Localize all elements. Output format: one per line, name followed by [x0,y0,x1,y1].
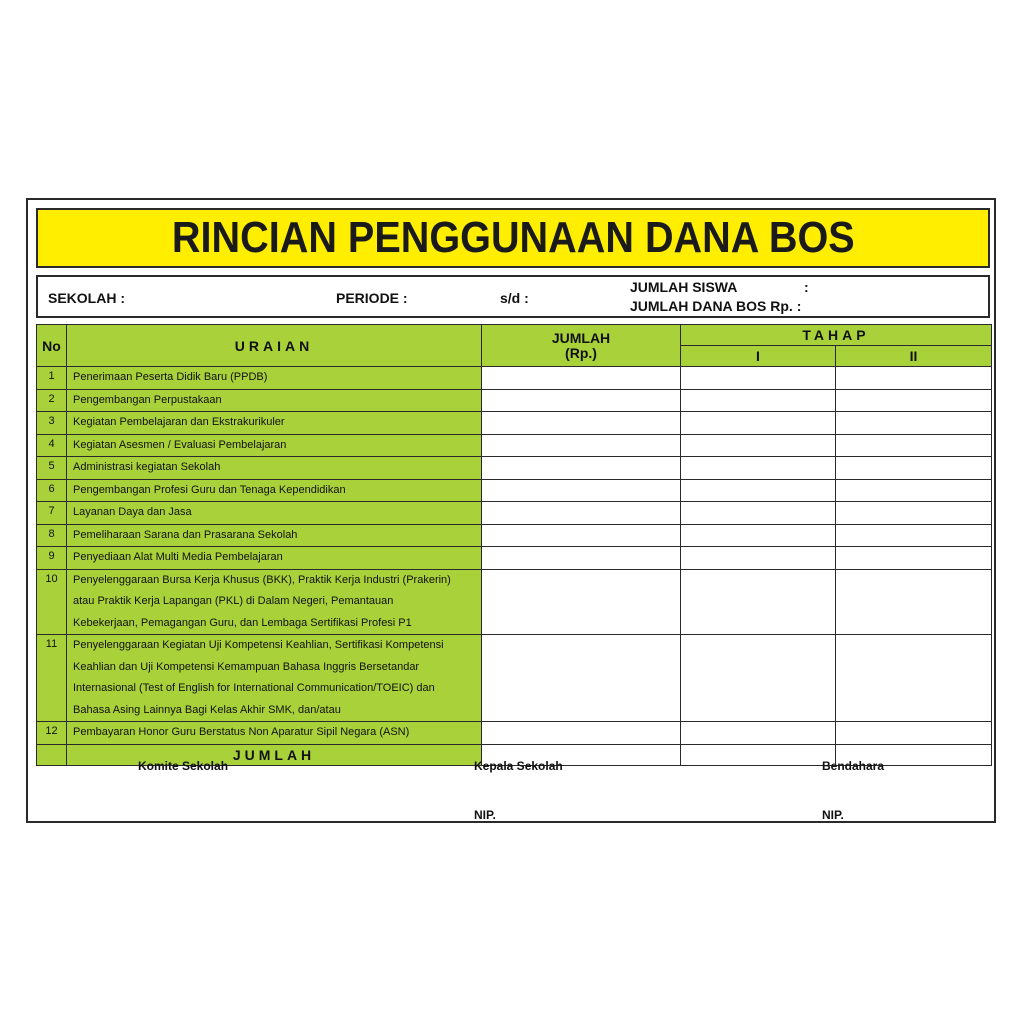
total-tahap-1-cell[interactable] [681,744,836,765]
row-uraian [67,479,482,502]
table-row [37,547,992,570]
row-number: 6 [37,479,67,502]
uraian-line: Kegiatan Pembelajaran dan Ekstrakurikuler [73,416,285,428]
row-tahap-2-cell[interactable] [836,457,992,480]
uraian-line: Penyelenggaraan Bursa Kerja Khusus (BKK), Praktik Kerja Industri (Prakerin) [73,573,451,586]
table-row [37,722,992,745]
title-banner [36,208,990,268]
row-jumlah-cell[interactable] [482,722,681,745]
row-jumlah-cell[interactable] [482,502,681,525]
kepala-nip-label: NIP. [474,808,496,822]
row-number: 12 [37,722,67,745]
row-uraian [67,722,482,745]
row-uraian [67,389,482,412]
row-jumlah-cell[interactable] [482,479,681,502]
row-tahap-2-cell[interactable] [836,502,992,525]
table-row [37,367,992,390]
jumlah-siswa-label: JUMLAH SISWA [630,279,738,295]
uraian-line: Internasional (Test of English for International Communication/TOEIC) dan [73,682,435,694]
header-uraian: URAIAN [67,325,482,367]
row-number: 11 [37,635,67,722]
budget-table [36,324,992,766]
row-jumlah-cell[interactable] [482,389,681,412]
uraian-line: Penerimaan Peserta Didik Baru (PPDB) [73,371,268,383]
uraian-line: Penyelenggaraan Kegiatan Uji Kompetensi Keahlian, Sertifikasi Kompetensi [73,639,444,651]
uraian-line: Kebekerjaan, Pemagangan Guru, dan Lembaga Sertifikasi Profesi P1 [73,616,412,629]
uraian-line: Keahlian dan Uji Kompetensi Kemampuan Bahasa Inggris Bersetandar [73,660,420,673]
row-tahap-1-cell[interactable] [681,367,836,390]
sekolah-label: SEKOLAH : [48,290,125,306]
row-uraian [67,457,482,480]
uraian-line: Bahasa Asing Lainnya Bagi Kelas Akhir SMK, dan/atau [73,703,341,716]
header-tahap: TAHAP [681,325,992,346]
table-row [37,524,992,547]
info-row [36,275,990,318]
table-row [37,479,992,502]
row-tahap-1-cell[interactable] [681,457,836,480]
row-jumlah-cell[interactable] [482,457,681,480]
row-tahap-2-cell[interactable] [836,434,992,457]
total-label: JUMLAH [67,744,482,765]
row-jumlah-cell[interactable] [482,635,681,722]
uraian-line: Pemeliharaan Sarana dan Prasarana Sekolah [73,528,298,541]
row-jumlah-cell[interactable] [482,434,681,457]
row-jumlah-cell[interactable] [482,412,681,435]
row-number: 4 [37,434,67,457]
row-tahap-1-cell[interactable] [681,547,836,570]
row-number: 8 [37,524,67,547]
row-tahap-1-cell[interactable] [681,389,836,412]
table-body [37,367,992,745]
uraian-line: Penyediaan Alat Multi Media Pembelajaran [73,551,283,563]
sd-label: s/d : [500,290,529,306]
row-tahap-1-cell[interactable] [681,502,836,525]
uraian-line: Layanan Daya dan Jasa [73,506,192,518]
row-tahap-1-cell[interactable] [681,412,836,435]
row-tahap-2-cell[interactable] [836,479,992,502]
header-jumlah [482,325,681,367]
bendahara-nip-label: NIP. [822,808,844,822]
table-row [37,389,992,412]
row-tahap-2-cell[interactable] [836,569,992,635]
row-jumlah-cell[interactable] [482,547,681,570]
periode-label: PERIODE : [336,290,408,306]
row-tahap-2-cell[interactable] [836,635,992,722]
row-uraian [67,434,482,457]
komite-signature-label: Komite Sekolah [138,759,229,773]
row-tahap-2-cell[interactable] [836,524,992,547]
row-tahap-2-cell[interactable] [836,389,992,412]
row-tahap-1-cell[interactable] [681,635,836,722]
total-no-cell [37,744,67,765]
row-uraian [67,367,482,390]
jumlah-dana-label: JUMLAH DANA BOS Rp. : [630,298,802,314]
row-number: 5 [37,457,67,480]
row-uraian [67,569,482,635]
row-tahap-1-cell[interactable] [681,722,836,745]
jumlah-siswa-colon: : [804,279,809,295]
row-jumlah-cell[interactable] [482,367,681,390]
row-tahap-1-cell[interactable] [681,524,836,547]
uraian-line: Pengembangan Perpustakaan [73,393,222,406]
kepala-signature-label: Kepala Sekolah [474,759,563,773]
row-uraian [67,412,482,435]
header-jumlah-line1: JUMLAH [551,329,611,346]
row-jumlah-cell[interactable] [482,569,681,635]
uraian-line: Pengembangan Profesi Guru dan Tenaga Kependidikan [73,483,346,496]
table-row [37,457,992,480]
row-number: 3 [37,412,67,435]
table-row [37,502,992,525]
table-row [37,434,992,457]
uraian-line: Administrasi kegiatan Sekolah [73,461,221,473]
header-tahap-1: I [681,346,836,367]
row-tahap-2-cell[interactable] [836,367,992,390]
row-uraian [67,502,482,525]
header-tahap-2: II [836,346,992,367]
form-frame [26,198,996,823]
table-row [37,635,992,722]
row-number: 10 [37,569,67,635]
header-no: No [37,325,67,367]
bendahara-signature-label: Bendahara [822,759,885,773]
row-number: 7 [37,502,67,525]
row-jumlah-cell[interactable] [482,524,681,547]
row-number: 2 [37,389,67,412]
row-tahap-1-cell[interactable] [681,434,836,457]
row-tahap-2-cell[interactable] [836,547,992,570]
uraian-line: Pembayaran Honor Guru Berstatus Non Aparatur Sipil Negara (ASN) [73,726,410,738]
row-tahap-1-cell[interactable] [681,569,836,635]
table-row [37,412,992,435]
uraian-line: Kegiatan Asesmen / Evaluasi Pembelajaran [73,438,287,451]
uraian-line: atau Praktik Kerja Lapangan (PKL) di Dalam Negeri, Pemantauan [73,595,394,607]
form-title: RINCIAN PENGGUNAAN DANA BOS [171,213,855,262]
row-number: 1 [37,367,67,390]
row-tahap-1-cell[interactable] [681,479,836,502]
row-tahap-2-cell[interactable] [836,412,992,435]
row-uraian [67,635,482,722]
table-row [37,569,992,635]
header-jumlah-line2: (Rp.) [565,344,597,361]
row-tahap-2-cell[interactable] [836,722,992,745]
row-uraian [67,547,482,570]
row-number: 9 [37,547,67,570]
row-uraian [67,524,482,547]
